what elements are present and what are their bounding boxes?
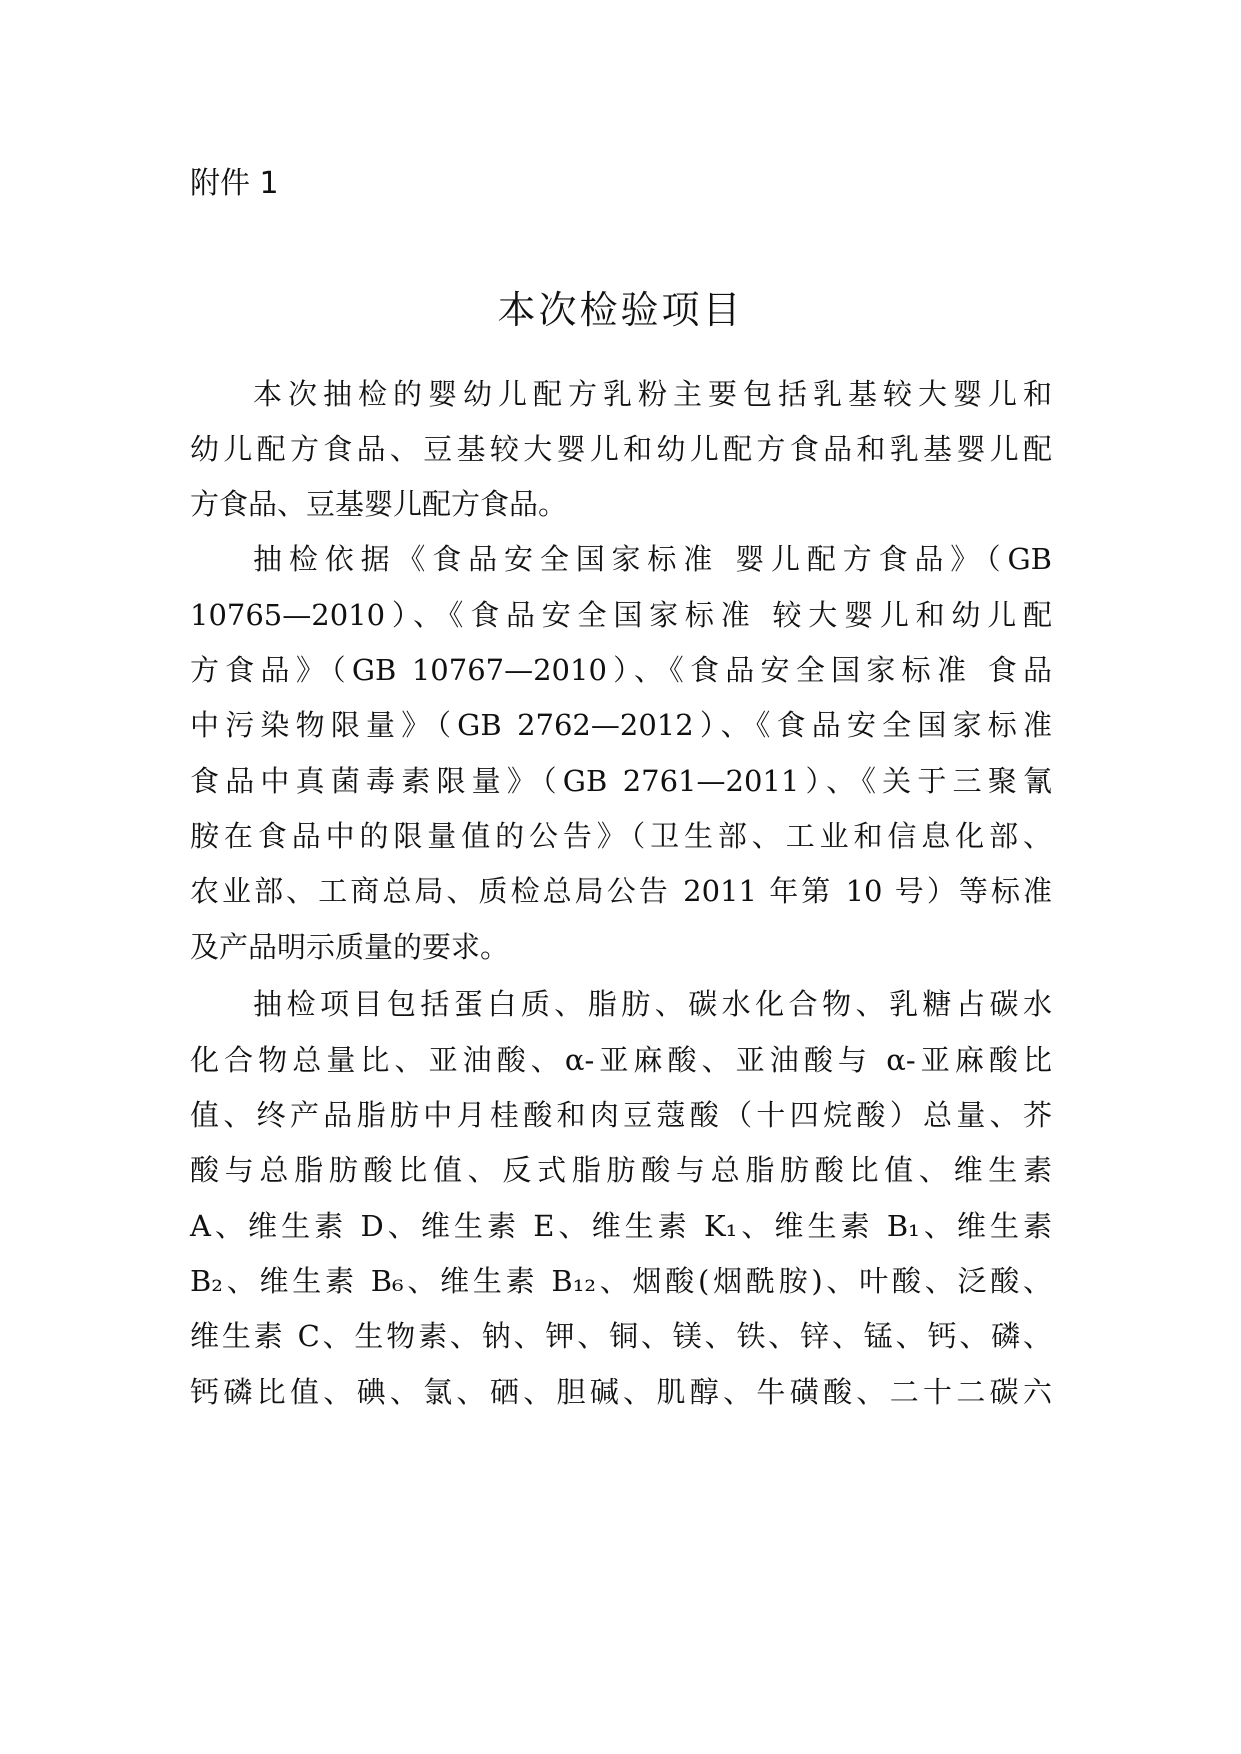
paragraph-line: 及产品明示质量的要求。 bbox=[190, 930, 510, 964]
paragraph-line: 维生素 C、生物素、钠、钾、铜、镁、铁、锌、锰、钙、磷、 bbox=[190, 1319, 1052, 1353]
paragraph-line: 抽检项目包括蛋白质、脂肪、碳水化合物、乳糖占碳水 bbox=[253, 987, 1052, 1021]
paragraph-line: 化合物总量比、亚油酸、α-亚麻酸、亚油酸与 α-亚麻酸比 bbox=[190, 1043, 1052, 1077]
paragraph-line: 方食品、豆基婴儿配方食品。 bbox=[190, 487, 568, 521]
paragraph-line: 农业部、工商总局、质检总局公告 2011 年第 10 号）等标准 bbox=[190, 874, 1053, 908]
paragraph-line: 食品中真菌毒素限量》（GB 2761—2011）、《关于三聚氰 bbox=[190, 764, 1052, 798]
page-title: 本次检验项目 bbox=[497, 288, 744, 332]
paragraph-line: 酸与总脂肪酸比值、反式脂肪酸与总脂肪酸比值、维生素 bbox=[190, 1153, 1052, 1187]
paragraph-line: 值、终产品脂肪中月桂酸和肉豆蔻酸（十四烷酸）总量、芥 bbox=[190, 1098, 1052, 1132]
paragraph-line: 胺在食品中的限量值的公告》（卫生部、工业和信息化部、 bbox=[190, 819, 1052, 853]
paragraph-line: 本次抽检的婴幼儿配方乳粉主要包括乳基较大婴儿和 bbox=[253, 377, 1052, 411]
paragraph-line: 钙磷比值、碘、氯、硒、胆碱、肌醇、牛磺酸、二十二碳六 bbox=[190, 1375, 1052, 1409]
paragraph-line: 10765—2010）、《食品安全国家标准 较大婴儿和幼儿配 bbox=[190, 598, 1052, 632]
paragraph-line: 幼儿配方食品、豆基较大婴儿和幼儿配方食品和乳基婴儿配 bbox=[190, 432, 1052, 466]
paragraph-line: 中污染物限量》（GB 2762—2012）、《食品安全国家标准 bbox=[190, 708, 1052, 742]
paragraph-line: 抽检依据《食品安全国家标准 婴儿配方食品》（GB bbox=[253, 542, 1052, 576]
paragraph-line: B₂、维生素 B₆、维生素 B₁₂、烟酸(烟酰胺)、叶酸、泛酸、 bbox=[190, 1264, 1052, 1298]
paragraph-line: A、维生素 D、维生素 E、维生素 K₁、维生素 B₁、维生素 bbox=[190, 1209, 1052, 1243]
paragraph-line: 方食品》（GB 10767—2010）、《食品安全国家标准 食品 bbox=[190, 653, 1052, 687]
attachment-label: 附件 1 bbox=[190, 166, 279, 201]
